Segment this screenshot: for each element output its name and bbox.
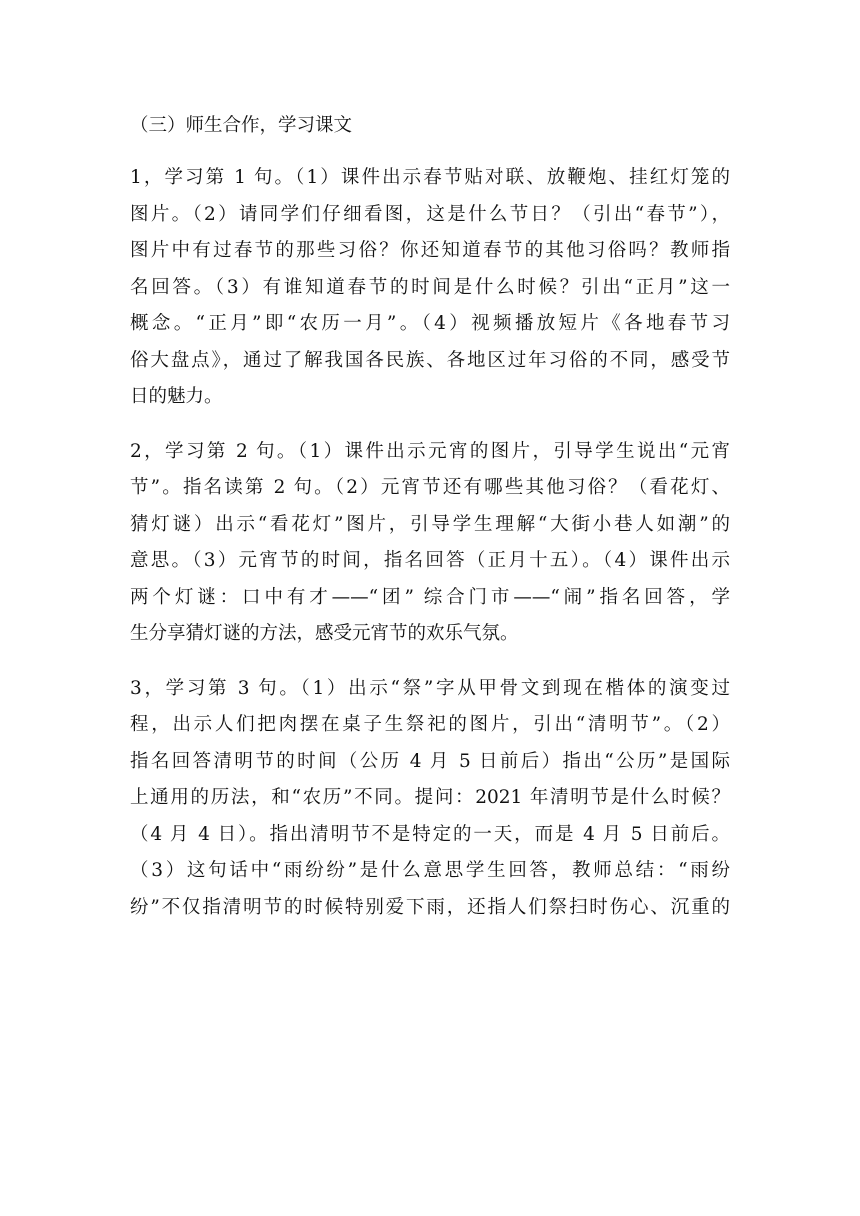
text-line: 程，出示人们把肉摆在桌子生祭祀的图片，引出“清明节”。（2） (130, 714, 730, 735)
text-line: 俗大盘点》，通过了解我国各民族、各地区过年习俗的不同，感受节 (130, 349, 730, 371)
text-line: 意思。（3）元宵节的时间，指名回答（正月十五）。（4）课件出示 (130, 550, 730, 571)
text-line: 3，学习第 3 句。（1）出示“祭”字从甲骨文到现在楷体的演变过 (130, 677, 730, 699)
paragraph-2 (130, 434, 730, 653)
paragraph-1 (130, 160, 730, 416)
text-line: 两个灯谜：口中有才——“团” 综合门市——“闹”指名回答，学 (130, 586, 730, 608)
text-line: 纷”不仅指清明节的时候特别爱下雨，还指人们祭扫时伤心、沉重的 (130, 896, 730, 918)
text-line: 猜灯谜）出示“看花灯”图片，引导学生理解“大街小巷人如潮”的 (130, 513, 730, 535)
text-line: 图片。（2）请同学们仔细看图，这是什么节日？（引出“春节”）， (130, 203, 730, 225)
text-line: 节”。指名读第 2 句。（2）元宵节还有哪些其他习俗？（看花灯、 (130, 477, 730, 498)
text-line: 概念。“正月”即“农历一月”。（4）视频播放短片《各地春节习 (130, 313, 730, 334)
paragraph-3 (130, 671, 730, 927)
text-line: 日的魅力。 (130, 386, 223, 407)
text-line: 2，学习第 2 句。（1）课件出示元宵的图片，引导学生说出“元宵 (130, 440, 730, 462)
text-line: 生分享猜灯谜的方法，感受元宵节的欢乐气氛。 (130, 623, 519, 644)
document-page (130, 108, 730, 944)
text-line: （3）这句话中“雨纷纷”是什么意思学生回答，教师总结：“雨纷 (130, 860, 730, 881)
text-line: 1，学习第 1 句。（1）课件出示春节贴对联、放鞭炮、挂红灯笼的 (130, 167, 730, 188)
text-line: 上通用的历法，和“农历”不同。提问：2021 年清明节是什么时候？ (130, 787, 730, 808)
section-heading: （三）师生合作，学习课文 (130, 115, 353, 136)
text-line: 名回答。（3）有谁知道春节的时间是什么时候？引出“正月”这一 (130, 276, 730, 298)
text-line: 指名回答清明节的时间（公历 4 月 5 日前后）指出“公历”是国际 (130, 750, 730, 772)
text-line: 图片中有过春节的那些习俗？你还知道春节的其他习俗吗？教师指 (130, 240, 730, 261)
text-line: （4 月 4 日）。指出清明节不是特定的一天，而是 4 月 5 日前后。 (130, 823, 730, 845)
